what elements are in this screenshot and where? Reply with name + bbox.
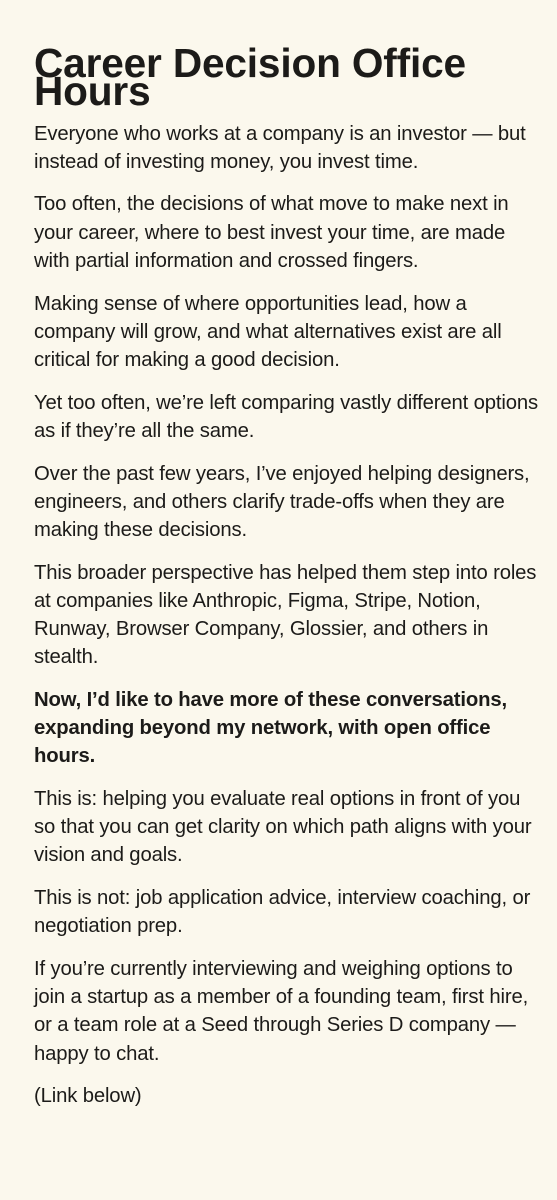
- paragraph-open-office-hours: Now, I’d like to have more of these conversations, expanding beyond my network, with open office hours.: [34, 688, 507, 768]
- paragraph-happy-to-chat: If you’re currently interviewing and weighing options to join a startup as a member of a founding team, first hire, or a team role at a Seed through Series D company — happy to chat.: [34, 958, 529, 1065]
- paragraph-partial-information: Too often, the decisions of what move to make next in your career, where to best invest your time, are made with partial information and crossed fingers.: [34, 193, 509, 272]
- paragraph-this-is: This is: helping you evaluate real options in front of you so that you can get clarity on which path aligns with your vision and goals.: [34, 788, 532, 867]
- paragraph-companies-list: This broader perspective has helped them step into roles at companies like Anthropic, Figma, Stripe, Notion, Runway, Browser Company, Glossier, and others in stealth.: [34, 561, 537, 669]
- paragraph-investor-time: Everyone who works at a company is an investor — but instead of investing money, you invest time.: [34, 122, 526, 173]
- paragraph-comparing-options: Yet too often, we’re left comparing vastly different options as if they’re all the same.: [34, 391, 538, 442]
- post-title: Career Decision Office Hours: [34, 40, 466, 114]
- post-body: [34, 40, 539, 1111]
- paragraph-making-sense: Making sense of where opportunities lead, how a company will grow, and what alternatives exist are all critical for making a good decision.: [34, 292, 502, 371]
- paragraph-helping-clarify: Over the past few years, I’ve enjoyed helping designers, engineers, and others clarify trade-offs when they are making these decisions.: [34, 462, 530, 541]
- paragraph-this-is-not: This is not: job application advice, interview coaching, or negotiation prep.: [34, 887, 531, 938]
- paragraph-link-below: (Link below): [34, 1085, 142, 1108]
